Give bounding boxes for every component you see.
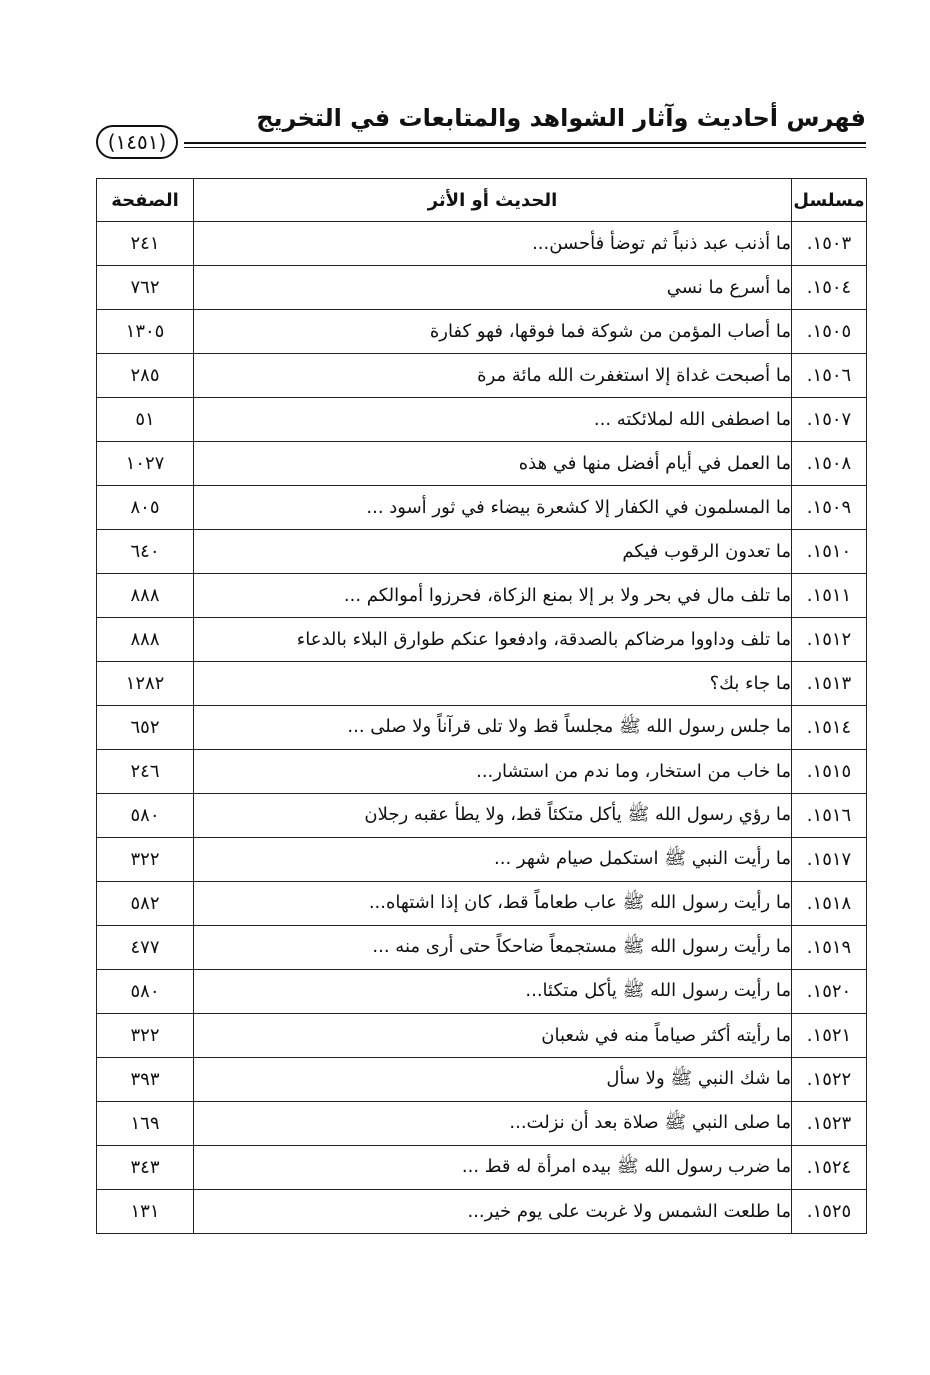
serial-cell: ١٥٠٧. [792, 398, 867, 442]
column-header-page: الصفحة [97, 179, 194, 222]
serial-cell: ١٥١٩. [792, 926, 867, 970]
serial-cell: ١٥٠٨. [792, 442, 867, 486]
page-ref-cell: ٧٦٢ [97, 266, 194, 310]
serial-cell: ١٥١٣. [792, 662, 867, 706]
page-ref-cell: ٨٠٥ [97, 486, 194, 530]
serial-cell: ١٥٠٤. [792, 266, 867, 310]
serial-cell: ١٥٢٠. [792, 970, 867, 1014]
hadith-text-cell: ما رؤي رسول الله ﷺ يأكل متكئاً قط، ولا يطأ عقبه رجلان [194, 794, 792, 838]
table-row [97, 706, 867, 750]
page-ref-cell: ١٠٢٧ [97, 442, 194, 486]
hadith-text-cell: ما أسرع ما نسي [194, 266, 792, 310]
table-row [97, 442, 867, 486]
page-ref-cell: ٣٩٣ [97, 1058, 194, 1102]
table-header-row [97, 179, 867, 222]
hadith-text-cell: ما جلس رسول الله ﷺ مجلساً قط ولا تلى قرآناً ولا صلى ... [194, 706, 792, 750]
hadith-text-cell: ما أصبحت غداة إلا استغفرت الله مائة مرة [194, 354, 792, 398]
serial-cell: ١٥٢١. [792, 1014, 867, 1058]
page-ref-cell: ١٢٨٢ [97, 662, 194, 706]
table-row [97, 222, 867, 266]
hadith-text-cell: ما أذنب عبد ذنباً ثم توضأ فأحسن... [194, 222, 792, 266]
table-row [97, 1146, 867, 1190]
table-row [97, 266, 867, 310]
table-row [97, 398, 867, 442]
column-header-text: الحديث أو الأثر [194, 179, 792, 222]
page-ref-cell: ١٣١ [97, 1190, 194, 1234]
page-ref-cell: ١٣٠٥ [97, 310, 194, 354]
serial-cell: ١٥١١. [792, 574, 867, 618]
table-row [97, 1058, 867, 1102]
header-rule [184, 142, 866, 148]
table-row [97, 1102, 867, 1146]
serial-cell: ١٥٢٥. [792, 1190, 867, 1234]
serial-cell: ١٥٠٩. [792, 486, 867, 530]
page-number: (١٤٥١) [96, 125, 178, 159]
table-row [97, 354, 867, 398]
table-row [97, 1014, 867, 1058]
table-row [97, 1190, 867, 1234]
page-ref-cell: ٤٧٧ [97, 926, 194, 970]
hadith-text-cell: ما المسلمون في الكفار إلا كشعرة بيضاء في ثور أسود ... [194, 486, 792, 530]
page-ref-cell: ٣٤٣ [97, 1146, 194, 1190]
serial-cell: ١٥١٤. [792, 706, 867, 750]
serial-cell: ١٥١٦. [792, 794, 867, 838]
page-ref-cell: ٦٥٢ [97, 706, 194, 750]
table-row [97, 662, 867, 706]
hadith-text-cell: ما طلعت الشمس ولا غربت على يوم خير... [194, 1190, 792, 1234]
page-ref-cell: ٥٨٠ [97, 794, 194, 838]
table-row [97, 882, 867, 926]
page-ref-cell: ٢٤١ [97, 222, 194, 266]
page-ref-cell: ٥٨٠ [97, 970, 194, 1014]
hadith-text-cell: ما خاب من استخار، وما ندم من استشار... [194, 750, 792, 794]
hadith-text-cell: ما رأيت النبي ﷺ استكمل صيام شهر ... [194, 838, 792, 882]
serial-cell: ١٥١٨. [792, 882, 867, 926]
hadith-text-cell: ما تلف مال في بحر ولا بر إلا بمنع الزكاة، فحرزوا أموالكم ... [194, 574, 792, 618]
table-row [97, 970, 867, 1014]
hadith-text-cell: ما رأيت رسول الله ﷺ يأكل متكئا... [194, 970, 792, 1014]
table-row [97, 486, 867, 530]
table-row [97, 530, 867, 574]
hadith-text-cell: ما رأيت رسول الله ﷺ عاب طعاماً قط، كان إذا اشتهاه... [194, 882, 792, 926]
table-row [97, 618, 867, 662]
serial-cell: ١٥٠٥. [792, 310, 867, 354]
page-ref-cell: ٦٤٠ [97, 530, 194, 574]
page-ref-cell: ٥١ [97, 398, 194, 442]
table-body [97, 222, 867, 1234]
hadith-text-cell: ما شك النبي ﷺ ولا سأل [194, 1058, 792, 1102]
page-ref-cell: ٨٨٨ [97, 618, 194, 662]
hadith-index-table [96, 178, 867, 1234]
table-row [97, 310, 867, 354]
table-row [97, 838, 867, 882]
table-row [97, 926, 867, 970]
serial-cell: ١٥٠٦. [792, 354, 867, 398]
hadith-text-cell: ما تلف وداووا مرضاكم بالصدقة، وادفعوا عنكم طوارق البلاء بالدعاء [194, 618, 792, 662]
hadith-text-cell: ما أصاب المؤمن من شوكة فما فوقها، فهو كفارة [194, 310, 792, 354]
page-header [96, 104, 866, 156]
serial-cell: ١٥١٠. [792, 530, 867, 574]
header-title: فهرس أحاديث وآثار الشواهد والمتابعات في التخريج [256, 104, 866, 132]
serial-cell: ١٥١٧. [792, 838, 867, 882]
table-row [97, 750, 867, 794]
page-ref-cell: ١٦٩ [97, 1102, 194, 1146]
column-header-serial: مسلسل [792, 179, 867, 222]
hadith-text-cell: ما العمل في أيام أفضل منها في هذه [194, 442, 792, 486]
page-ref-cell: ٣٢٢ [97, 838, 194, 882]
page-ref-cell: ٨٨٨ [97, 574, 194, 618]
page-ref-cell: ٣٢٢ [97, 1014, 194, 1058]
serial-cell: ١٥٢٣. [792, 1102, 867, 1146]
serial-cell: ١٥١٢. [792, 618, 867, 662]
table-row [97, 794, 867, 838]
hadith-text-cell: ما رأيت رسول الله ﷺ مستجمعاً ضاحكاً حتى أرى منه ... [194, 926, 792, 970]
serial-cell: ١٥٢٢. [792, 1058, 867, 1102]
page-ref-cell: ٢٤٦ [97, 750, 194, 794]
hadith-text-cell: ما جاء بك؟ [194, 662, 792, 706]
page-ref-cell: ٥٨٢ [97, 882, 194, 926]
serial-cell: ١٥٢٤. [792, 1146, 867, 1190]
hadith-text-cell: ما ضرب رسول الله ﷺ بيده امرأة له قط ... [194, 1146, 792, 1190]
table-row [97, 574, 867, 618]
hadith-text-cell: ما رأيته أكثر صياماً منه في شعبان [194, 1014, 792, 1058]
hadith-text-cell: ما صلى النبي ﷺ صلاة بعد أن نزلت... [194, 1102, 792, 1146]
serial-cell: ١٥١٥. [792, 750, 867, 794]
serial-cell: ١٥٠٣. [792, 222, 867, 266]
hadith-text-cell: ما اصطفى الله لملائكته ... [194, 398, 792, 442]
hadith-text-cell: ما تعدون الرقوب فيكم [194, 530, 792, 574]
page-ref-cell: ٢٨٥ [97, 354, 194, 398]
